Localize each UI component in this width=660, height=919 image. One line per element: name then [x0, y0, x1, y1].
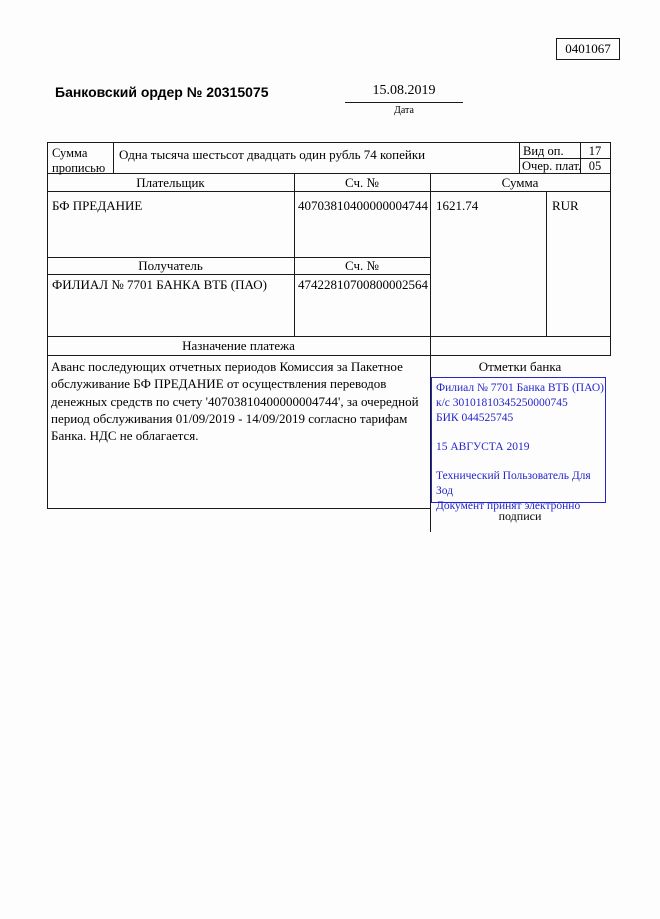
- payee-column-header: Получатель: [138, 258, 203, 273]
- payment-priority-value: 05: [588, 159, 602, 173]
- grid-line: [519, 142, 520, 173]
- payee-account-header: Сч. №: [345, 258, 379, 273]
- amount-words-value: Одна тысяча шестьсот двадцать один рубль 74 копейки: [119, 147, 426, 162]
- stamp-line-corr-account: к/с 30101810345250000745: [436, 397, 568, 409]
- payee-account: 47422810700800002564: [298, 277, 428, 292]
- amount-column-header: Сумма: [501, 175, 539, 190]
- amount-words-label: [52, 146, 110, 176]
- purpose-text: Аванс последующих отчетных периодов Комиссия за Пакетное обслуживание БФ ПРЕДАНИЕ от осуществления переводов денежных средств по счету '40703810400000004744', за очередной период обслуживания 01/09/2019 - 14/09/2019 согласно тарифам Банка. НДС не облагается.: [51, 359, 419, 444]
- bank-stamp: [431, 377, 606, 512]
- date-label: Дата: [394, 105, 414, 116]
- amount-words-label-1: Сумма: [52, 146, 88, 160]
- grid-line: [47, 508, 431, 509]
- payer-account: 40703810400000004744: [298, 198, 428, 213]
- grid-line: [610, 142, 611, 355]
- bank-marks-header: Отметки банка: [478, 359, 562, 374]
- stamp-line-user-2: Зод: [436, 485, 454, 497]
- payer-account-header: Сч. №: [345, 175, 379, 190]
- grid-line: [47, 355, 611, 356]
- payer-column-header: Плательщик: [136, 175, 205, 190]
- grid-line: [47, 274, 431, 275]
- form-code-box: [556, 38, 620, 60]
- stamp-line-date: 15 АВГУСТА 2019: [436, 441, 530, 453]
- op-type-label: Вид оп.: [523, 144, 564, 158]
- form-code: 0401067: [565, 41, 611, 56]
- grid-line: [47, 142, 611, 143]
- stamp-line-user-1: Технический Пользователь Для: [436, 470, 591, 482]
- grid-line: [294, 173, 295, 336]
- op-type-value: 17: [588, 144, 602, 158]
- stamp-line-accepted: Документ принят электронно: [436, 500, 581, 512]
- payment-priority-label: Очер. плат.: [522, 159, 582, 173]
- grid-line: [47, 191, 611, 192]
- stamp-line-bik: БИК 044525745: [436, 412, 514, 424]
- amount-words-label-2: прописью: [52, 161, 106, 175]
- signatures-label: подписи: [498, 509, 542, 523]
- amount-currency: RUR: [552, 198, 579, 213]
- purpose-header: Назначение платежа: [182, 338, 295, 353]
- document-title: Банковский ордер № 20315075: [55, 84, 269, 100]
- amount-value: 1621.74: [436, 198, 479, 213]
- grid-line: [47, 142, 48, 508]
- payee-name: ФИЛИАЛ № 7701 БАНКА ВТБ (ПАО): [52, 277, 267, 292]
- grid-line: [546, 191, 547, 336]
- date-underline: [345, 102, 463, 103]
- date-value: 15.08.2019: [372, 83, 436, 98]
- grid-line: [47, 336, 611, 337]
- grid-line: [113, 142, 114, 173]
- stamp-line-branch: Филиал № 7701 Банка ВТБ (ПАО): [436, 382, 604, 394]
- payer-name: БФ ПРЕДАНИЕ: [52, 198, 143, 213]
